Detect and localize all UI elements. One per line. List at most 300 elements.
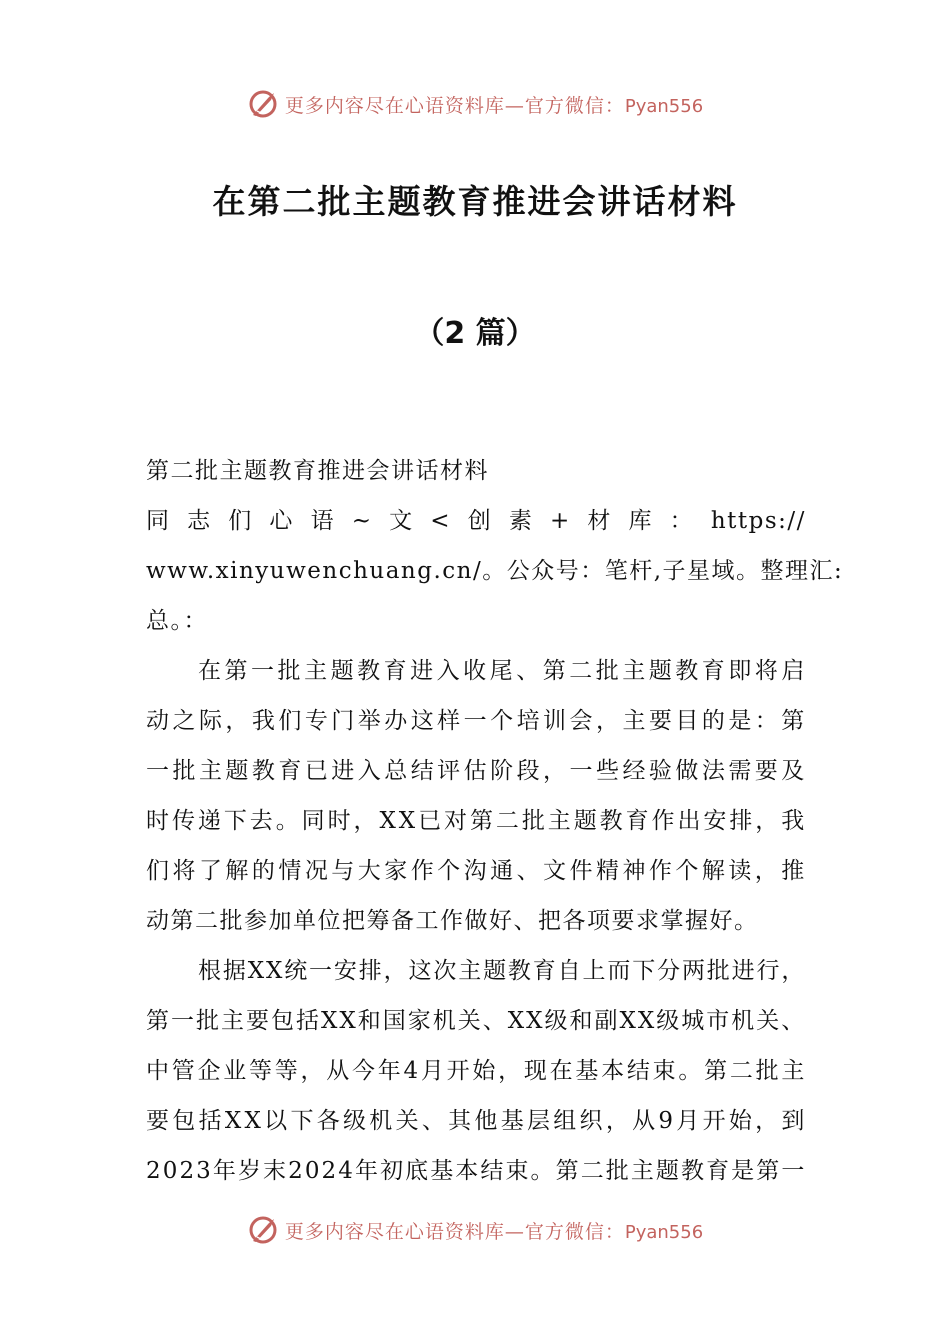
text-glyph: 已 <box>418 808 443 834</box>
text-glyph: 要 <box>146 1108 171 1134</box>
text-glyph: 层 <box>526 1108 552 1134</box>
text-glyph: 两 <box>681 958 707 984</box>
text-glyph: 批 <box>172 758 197 784</box>
text-glyph: 据 <box>222 958 248 984</box>
text-glyph: X <box>244 1108 263 1134</box>
text-glyph: 进 <box>731 958 757 984</box>
text-glyph: 读 <box>728 858 753 884</box>
text-glyph: ， <box>225 708 250 734</box>
text-glyph: 结 <box>480 1158 505 1184</box>
text-glyph: 级 <box>656 1008 681 1034</box>
text-glyph: ， <box>754 858 780 884</box>
text-glyph: X <box>398 808 417 834</box>
text-glyph: 评 <box>437 758 462 784</box>
text-glyph: 城 <box>681 1008 706 1034</box>
text-glyph: 总 <box>384 758 409 784</box>
text-glyph: 题 <box>573 808 599 834</box>
banner-wechat-id: Pyan556 <box>624 95 704 117</box>
text-glyph: 开 <box>446 1058 472 1084</box>
paragraph-line <box>146 796 806 846</box>
text-glyph: 主 <box>622 708 647 734</box>
paragraph-line <box>146 1046 806 1096</box>
text-glyph: 入 <box>357 758 383 784</box>
text-glyph: ， <box>605 1108 631 1134</box>
text-glyph: 机 <box>432 1008 458 1034</box>
text-glyph: 第 <box>146 1008 171 1034</box>
paragraph-line <box>146 1096 806 1146</box>
source-char: 们 <box>228 508 253 534</box>
text-glyph: 统 <box>284 958 309 984</box>
text-glyph: 基 <box>430 1158 455 1184</box>
text-glyph: 而 <box>607 958 632 984</box>
text-glyph: 育 <box>625 808 651 834</box>
text-glyph: 从 <box>632 1108 657 1134</box>
text-glyph: 题 <box>655 1158 681 1184</box>
text-glyph: 。 <box>678 1058 703 1084</box>
text-glyph: 批 <box>595 658 621 684</box>
text-glyph: 与 <box>331 858 356 884</box>
text-glyph: 第 <box>704 1058 729 1084</box>
text-glyph: 机 <box>369 1108 394 1134</box>
text-glyph: 育 <box>706 1158 731 1184</box>
text-glyph: 个 <box>675 858 700 884</box>
text-glyph: X <box>619 1008 638 1034</box>
text-glyph: 安 <box>703 808 728 834</box>
text-glyph: 通 <box>490 858 515 884</box>
text-glyph: X <box>507 1008 526 1034</box>
text-glyph: 一 <box>309 958 334 984</box>
text-glyph: 进 <box>410 658 435 684</box>
text-glyph: 要 <box>648 708 674 734</box>
text-glyph: 业 <box>223 1058 248 1084</box>
text-glyph: 教 <box>251 758 277 784</box>
text-glyph: 0 <box>304 1158 321 1184</box>
text-glyph: X <box>247 958 266 984</box>
text-glyph: 月 <box>676 1108 701 1134</box>
text-glyph: 各 <box>316 1108 342 1134</box>
header-watermark-banner <box>0 84 950 124</box>
paragraph-line <box>146 696 806 746</box>
text-glyph: 举 <box>357 708 383 734</box>
text-glyph: 我 <box>251 708 277 734</box>
text-glyph: 分 <box>657 958 682 984</box>
text-glyph: 要 <box>754 758 780 784</box>
banner-text: 更多内容尽在心语资料库—官方微信：Pyan556 <box>284 94 704 117</box>
text-glyph: 、 <box>516 658 541 684</box>
text-glyph: 和 <box>357 1008 383 1034</box>
text-glyph: 动 <box>146 708 171 734</box>
text-glyph: 中 <box>146 1058 171 1084</box>
text-glyph: 时 <box>327 808 353 834</box>
text-glyph: ， <box>595 708 621 734</box>
text-glyph: 机 <box>731 1008 756 1034</box>
text-glyph: X <box>224 1108 243 1134</box>
text-glyph: 3 <box>196 1158 213 1184</box>
text-glyph: 关 <box>756 1008 781 1034</box>
text-glyph: 基 <box>575 1058 600 1084</box>
text-glyph: 主 <box>781 1058 806 1084</box>
text-glyph: 开 <box>702 1108 728 1134</box>
text-glyph: 传 <box>171 808 197 834</box>
source-char: 素 <box>508 508 534 534</box>
text-glyph: 4 <box>403 1058 420 1084</box>
text-glyph: 题 <box>648 658 674 684</box>
text-glyph: 这 <box>410 708 436 734</box>
text-glyph: 题 <box>330 658 356 684</box>
text-glyph: 要 <box>246 1008 271 1034</box>
text-glyph: 下 <box>632 958 657 984</box>
text-glyph: 。 <box>275 808 301 834</box>
text-glyph: 在 <box>198 658 223 684</box>
source-char: https:// <box>710 508 806 534</box>
text-glyph: 2 <box>179 1158 196 1184</box>
text-glyph: 收 <box>463 658 488 684</box>
text-glyph: 批 <box>521 808 547 834</box>
source-note-line: 总。： <box>146 608 208 634</box>
text-glyph: 题 <box>483 958 508 984</box>
text-glyph: ， <box>543 758 568 784</box>
text-glyph: 以 <box>264 1108 289 1134</box>
text-glyph: 二 <box>580 1158 606 1184</box>
text-glyph: 需 <box>728 758 753 784</box>
text-glyph: 主 <box>547 808 573 834</box>
paragraph-1 <box>146 646 806 946</box>
text-glyph: X <box>265 958 284 984</box>
pen-logo-icon <box>247 87 281 121</box>
text-glyph: 2 <box>146 1158 163 1184</box>
text-glyph: 的 <box>251 858 277 884</box>
text-glyph: 结 <box>626 1058 652 1084</box>
text-glyph: 教 <box>681 1158 706 1184</box>
text-glyph: 末 <box>263 1158 288 1184</box>
source-char: 同 <box>146 508 171 534</box>
text-glyph: 次 <box>433 958 458 984</box>
text-glyph: 、 <box>781 1008 806 1034</box>
text-glyph: 门 <box>331 708 356 734</box>
text-glyph: 解 <box>225 858 250 884</box>
text-glyph: 际 <box>198 708 224 734</box>
source-char: < <box>430 508 452 534</box>
text-glyph: 级 <box>544 1008 569 1034</box>
text-glyph: 一 <box>171 1008 196 1034</box>
text-glyph: 安 <box>333 958 359 984</box>
text-glyph: 们 <box>278 708 303 734</box>
text-glyph: 结 <box>410 758 436 784</box>
text-glyph: 一 <box>569 758 594 784</box>
text-glyph: 阶 <box>490 758 515 784</box>
text-glyph: 第 <box>224 658 250 684</box>
paragraph-2 <box>146 946 806 1196</box>
text-glyph: 、 <box>482 1008 508 1034</box>
text-glyph: 管 <box>171 1058 197 1084</box>
text-glyph: ， <box>300 1058 325 1084</box>
text-glyph: X <box>379 808 398 834</box>
text-glyph: 二 <box>495 808 521 834</box>
text-glyph: 主 <box>198 758 224 784</box>
text-glyph: 主 <box>221 1008 246 1034</box>
source-char: 材 <box>587 508 612 534</box>
text-glyph: 个 <box>490 708 515 734</box>
source-note-line: www.xinyuwenchuang.cn/。公众号：笔杆,子星域。整理汇: <box>146 558 844 584</box>
text-glyph: 织 <box>579 1108 605 1134</box>
text-glyph: 入 <box>436 658 462 684</box>
text-glyph: 精 <box>595 858 621 884</box>
text-glyph: 、 <box>421 1108 447 1134</box>
text-glyph: 上 <box>582 958 607 984</box>
text-glyph: 底 <box>405 1158 430 1184</box>
text-glyph: 我 <box>781 808 806 834</box>
text-glyph: 作 <box>410 858 436 884</box>
text-glyph: 批 <box>755 1058 781 1084</box>
text-glyph: 解 <box>701 858 727 884</box>
text-glyph: 是 <box>731 1158 756 1184</box>
paragraph-line <box>146 846 806 896</box>
text-glyph: 初 <box>380 1158 405 1184</box>
text-glyph: 教 <box>507 958 533 984</box>
paragraph-line <box>146 746 806 796</box>
text-glyph: 现 <box>523 1058 549 1084</box>
text-glyph: 培 <box>516 708 542 734</box>
text-glyph: 育 <box>532 958 558 984</box>
text-glyph: 做 <box>675 758 700 784</box>
text-glyph: 是 <box>728 708 753 734</box>
paragraph-line <box>146 946 806 996</box>
source-char: 语 <box>310 508 336 534</box>
text-glyph: 年 <box>377 1058 403 1084</box>
text-glyph: 主 <box>458 958 483 984</box>
text-glyph: 到 <box>781 1108 806 1134</box>
text-glyph: 他 <box>474 1108 499 1134</box>
text-glyph: 根 <box>198 958 223 984</box>
text-glyph: 大 <box>357 858 383 884</box>
text-glyph: 本 <box>601 1058 626 1084</box>
text-glyph: ， <box>755 808 780 834</box>
text-glyph: 和 <box>569 1008 594 1034</box>
text-glyph: 级 <box>343 1108 368 1134</box>
text-glyph: 的 <box>701 708 727 734</box>
text-glyph: X <box>637 1008 656 1034</box>
text-glyph: 沟 <box>463 858 489 884</box>
text-glyph: 二 <box>729 1058 755 1084</box>
banner-wechat-id: Pyan556 <box>624 1221 704 1243</box>
text-glyph: 行 <box>756 958 782 984</box>
text-glyph: 已 <box>304 758 330 784</box>
text-glyph: 主 <box>304 658 329 684</box>
text-glyph: 0 <box>162 1158 179 1184</box>
text-glyph: 、 <box>516 858 542 884</box>
text-glyph: 会 <box>569 708 594 734</box>
text-glyph: 出 <box>677 808 702 834</box>
text-glyph: 排 <box>358 958 384 984</box>
source-note <box>146 496 844 646</box>
text-glyph: 家 <box>384 858 409 884</box>
text-glyph: 教 <box>357 658 382 684</box>
text-glyph: 束 <box>652 1058 678 1084</box>
document-body <box>146 446 844 1196</box>
text-glyph: 始 <box>728 1108 754 1134</box>
text-glyph: 作 <box>648 858 674 884</box>
text-glyph: 一 <box>251 658 276 684</box>
text-glyph: 及 <box>781 758 806 784</box>
text-glyph: 组 <box>553 1108 578 1134</box>
text-glyph: 时 <box>146 808 171 834</box>
text-glyph: 这 <box>408 958 433 984</box>
text-glyph: 副 <box>594 1008 619 1034</box>
text-glyph: 2 <box>288 1158 305 1184</box>
text-glyph: 训 <box>543 708 568 734</box>
source-char: ： <box>669 508 695 534</box>
text-glyph: 即 <box>728 658 753 684</box>
text-glyph: 本 <box>455 1158 480 1184</box>
text-glyph: 主 <box>622 658 647 684</box>
text-glyph: 递 <box>197 808 223 834</box>
source-char: 文 <box>389 508 414 534</box>
text-glyph: 作 <box>651 808 676 834</box>
source-char: 创 <box>467 508 493 534</box>
text-glyph: 推 <box>781 858 806 884</box>
text-glyph: 一 <box>146 758 171 784</box>
text-glyph: 其 <box>448 1108 473 1134</box>
text-glyph: 关 <box>457 1008 483 1034</box>
text-glyph: 包 <box>172 1108 197 1134</box>
source-char: 库 <box>628 508 654 534</box>
text-glyph: 批 <box>706 958 732 984</box>
text-glyph: 等 <box>274 1058 300 1084</box>
text-glyph: X <box>321 1008 339 1034</box>
document-title: 在第二批主题教育推进会讲话材料 <box>212 182 738 221</box>
text-glyph: 年 <box>354 1158 380 1184</box>
text-glyph: 批 <box>605 1158 631 1184</box>
text-glyph: 进 <box>331 758 356 784</box>
source-note-line <box>146 496 806 546</box>
text-glyph: 一 <box>781 1158 806 1184</box>
text-glyph: 题 <box>225 758 250 784</box>
text-glyph: 将 <box>754 658 780 684</box>
text-glyph: 样 <box>437 708 462 734</box>
text-glyph: 办 <box>384 708 409 734</box>
text-glyph: 月 <box>420 1058 446 1084</box>
text-glyph: 家 <box>407 1008 433 1034</box>
text-glyph: 二 <box>569 658 594 684</box>
text-glyph: 等 <box>249 1058 274 1084</box>
text-glyph: 专 <box>304 708 330 734</box>
text-glyph: 束 <box>505 1158 530 1184</box>
paragraph-line <box>146 1146 806 1196</box>
text-glyph: 将 <box>172 858 197 884</box>
text-glyph: ， <box>755 1108 780 1134</box>
section-heading: 第二批主题教育推进会讲话材料 <box>146 458 489 484</box>
text-glyph: ， <box>353 808 378 834</box>
text-glyph: 从 <box>326 1058 351 1084</box>
text-glyph: 尾 <box>489 658 515 684</box>
text-glyph: ， <box>383 958 409 984</box>
source-char: 心 <box>269 508 294 534</box>
text-glyph: 一 <box>463 708 489 734</box>
banner-text: 更多内容尽在心语资料库—官方微信：Pyan556 <box>284 1220 704 1243</box>
text-glyph: 4 <box>338 1158 355 1184</box>
text-glyph: 下 <box>223 808 249 834</box>
text-glyph: 岁 <box>237 1158 263 1184</box>
text-glyph: 去 <box>249 808 275 834</box>
text-glyph: 国 <box>382 1008 408 1034</box>
text-glyph: 主 <box>630 1158 656 1184</box>
text-glyph: 情 <box>278 858 303 884</box>
text-glyph: 第 <box>469 808 495 834</box>
paragraph-line <box>146 996 806 1046</box>
footer-watermark-banner <box>0 1210 950 1250</box>
text-glyph: 第 <box>555 1158 581 1184</box>
text-glyph: 年 <box>212 1158 238 1184</box>
text-glyph: 2 <box>321 1158 338 1184</box>
text-glyph: 育 <box>278 758 303 784</box>
text-glyph: 个 <box>437 858 462 884</box>
text-glyph: 法 <box>701 758 727 784</box>
paragraph-line <box>146 646 806 696</box>
text-glyph: 今 <box>352 1058 377 1084</box>
text-glyph: X <box>339 1008 358 1034</box>
text-glyph: 了 <box>198 858 224 884</box>
text-glyph: 基 <box>500 1108 526 1134</box>
text-glyph: 包 <box>271 1008 296 1034</box>
text-glyph: 段 <box>516 758 542 784</box>
text-glyph: 目 <box>675 708 700 734</box>
text-glyph: 文 <box>543 858 568 884</box>
text-glyph: 况 <box>304 858 330 884</box>
pen-logo-icon <box>247 1213 281 1247</box>
text-glyph: 下 <box>290 1108 315 1134</box>
text-glyph: 验 <box>648 758 674 784</box>
text-glyph: 育 <box>701 658 727 684</box>
text-glyph: ， <box>781 958 806 984</box>
text-glyph: 启 <box>781 658 806 684</box>
text-glyph: 第 <box>756 1158 781 1184</box>
text-glyph: X <box>526 1008 544 1034</box>
document-subtitle: （2 篇） <box>414 316 536 351</box>
text-glyph: 对 <box>444 808 469 834</box>
text-glyph: 教 <box>599 808 625 834</box>
text-glyph: 同 <box>301 808 327 834</box>
text-glyph: 估 <box>463 758 489 784</box>
source-char: ~ <box>351 508 373 534</box>
text-glyph: 关 <box>395 1108 421 1134</box>
text-glyph: 市 <box>706 1008 731 1034</box>
text-glyph: 企 <box>197 1058 222 1084</box>
text-glyph: 括 <box>296 1008 321 1034</box>
text-glyph: 第 <box>781 708 806 734</box>
text-glyph: 括 <box>198 1108 224 1134</box>
source-char: + <box>549 508 571 534</box>
text-glyph: 始 <box>472 1058 497 1084</box>
text-glyph: 育 <box>383 658 409 684</box>
text-glyph: 自 <box>557 958 583 984</box>
text-glyph: 经 <box>622 758 647 784</box>
text-glyph: 们 <box>146 858 171 884</box>
text-glyph: 排 <box>729 808 754 834</box>
text-glyph: ， <box>498 1058 523 1084</box>
text-glyph: 在 <box>549 1058 575 1084</box>
paragraph-line: 动第二批参加单位把筹备工作做好、把各项要求掌握好。 <box>146 908 759 934</box>
text-glyph: 第 <box>542 658 568 684</box>
source-char: 志 <box>187 508 212 534</box>
text-glyph: 些 <box>595 758 621 784</box>
text-glyph: 9 <box>658 1108 675 1134</box>
text-glyph: 神 <box>622 858 647 884</box>
text-glyph: 之 <box>172 708 197 734</box>
text-glyph: 。 <box>530 1158 556 1184</box>
text-glyph: 件 <box>569 858 594 884</box>
text-glyph: ： <box>754 708 780 734</box>
text-glyph: 批 <box>277 658 303 684</box>
